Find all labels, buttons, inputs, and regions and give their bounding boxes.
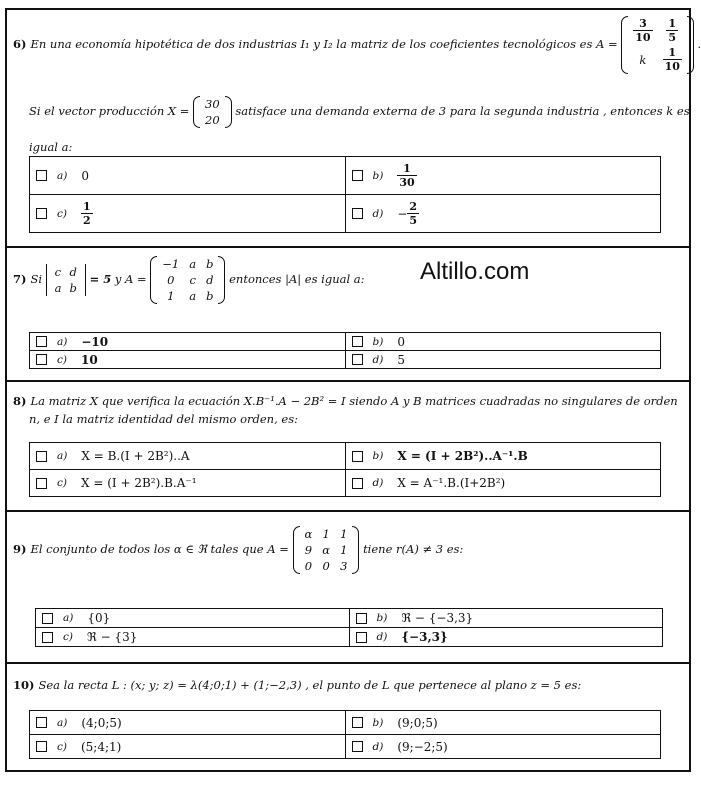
question-7 [7,248,689,382]
checkbox-icon[interactable] [36,741,47,752]
question-8 [7,382,689,512]
checkbox-icon[interactable] [36,451,47,462]
q10-option-a[interactable]: a) (4;0;5) [36,711,339,734]
q6-options [29,156,661,233]
q6-option-c[interactable]: c) $\frac{1}{2}$ [36,195,339,232]
q6-statement-line2: Si el vector producción X = 30 20 satisface una demanda externa de 3 para la segunda industria , entonces k es [29,97,690,127]
q8-option-b[interactable]: b) X = (I + 2B²)..A⁻¹.B [352,443,655,469]
checkbox-icon[interactable] [352,208,363,219]
q10-option-b[interactable]: b) (9;0;5) [352,711,655,734]
q7-option-d[interactable]: d) 5 [352,351,655,368]
q6-option-b[interactable]: b) $\frac{1}{30}$ [352,157,655,194]
checkbox-icon[interactable] [352,478,363,489]
q8-statement-line1: 8) La matriz X que verifica la ecuación X.B⁻¹.A − 2B² = I siendo A y B matrices cuadradas no singulares de orden [13,394,678,408]
checkbox-icon[interactable] [36,478,47,489]
checkbox-icon[interactable] [352,717,363,728]
q8-statement-line2: n, e I la matriz identidad del mismo orden, es: [29,412,298,426]
q8-option-a[interactable]: a) X = B.(I + 2B²)..A [36,443,339,469]
question-10 [7,664,689,770]
q9-option-a[interactable]: a) {0} [42,609,343,627]
q9-option-c[interactable]: c) ℜ − {3} [42,628,343,646]
q10-option-c[interactable]: c) (5;4;1) [36,735,339,758]
question-9 [7,512,689,664]
checkbox-icon[interactable] [352,451,363,462]
checkbox-icon[interactable] [352,354,363,365]
q7-option-a[interactable]: a) −10 [36,333,339,350]
q8-options [29,442,661,497]
q7-options [29,332,661,369]
q10-statement: 10) Sea la recta L : (x; y; z) = λ(4;0;1) + (1;−2,3) , el punto de L que pertenece al plano z = 5 es: [13,678,582,692]
checkbox-icon[interactable] [356,613,367,624]
checkbox-icon[interactable] [42,613,53,624]
checkbox-icon[interactable] [352,336,363,347]
q9-option-b[interactable]: b) ℜ − {−3,3} [356,609,657,627]
q7-statement: 7) Si c d a b = 5 y A = −1 a b 0 c d 1 a b entonces |A| es igual a: [13,257,365,303]
watermark-text: Altillo.com [420,258,530,285]
q9-statement: 9) El conjunto de todos los α ∈ ℜ tales que A = α 1 1 9 α 1 0 0 3 tiene r(A) ≠ 3 es: [13,527,464,573]
q8-option-d[interactable]: d) X = A⁻¹.B.(I+2B²) [352,470,655,496]
checkbox-icon[interactable] [42,632,53,643]
q8-option-c[interactable]: c) X = (I + 2B²).B.A⁻¹ [36,470,339,496]
checkbox-icon[interactable] [36,170,47,181]
q6-statement-line1: 6) En una economía hipotética de dos industrias I₁ y I₂ la matriz de los coeficientes tecnológicos es A = $\frac{3}{10}$ $\frac{1}{5}$ k $\frac{1}{10}$ . [13,17,701,73]
q6-option-a[interactable]: a) 0 [36,157,339,194]
q7-option-b[interactable]: b) 0 [352,333,655,350]
q7-matrix: −1 a b 0 c d 1 a b [150,256,225,304]
question-6 [7,10,701,248]
q7-determinant: c d a b [46,264,86,296]
checkbox-icon[interactable] [36,354,47,365]
q7-option-c[interactable]: c) 10 [36,351,339,368]
q9-option-d[interactable]: d) {−3,3} [356,628,657,646]
checkbox-icon[interactable] [36,208,47,219]
q6-statement-line3: igual a: [29,140,73,154]
q10-options [29,710,661,759]
checkbox-icon[interactable] [36,336,47,347]
q6-matrix: $\frac{3}{10}$ $\frac{1}{5}$ k $\frac{1}{10}$ [621,16,694,74]
checkbox-icon[interactable] [352,170,363,181]
q6-option-d[interactable]: d) − $\frac{2}{5}$ [352,195,655,232]
checkbox-icon[interactable] [352,741,363,752]
exam-page [5,8,701,772]
checkbox-icon[interactable] [36,717,47,728]
q6-vector: 30 20 [193,96,232,128]
q10-option-d[interactable]: d) (9;−2;5) [352,735,655,758]
q9-matrix: α 1 1 9 α 1 0 0 3 [293,526,360,574]
checkbox-icon[interactable] [356,632,367,643]
q9-options [35,608,663,647]
